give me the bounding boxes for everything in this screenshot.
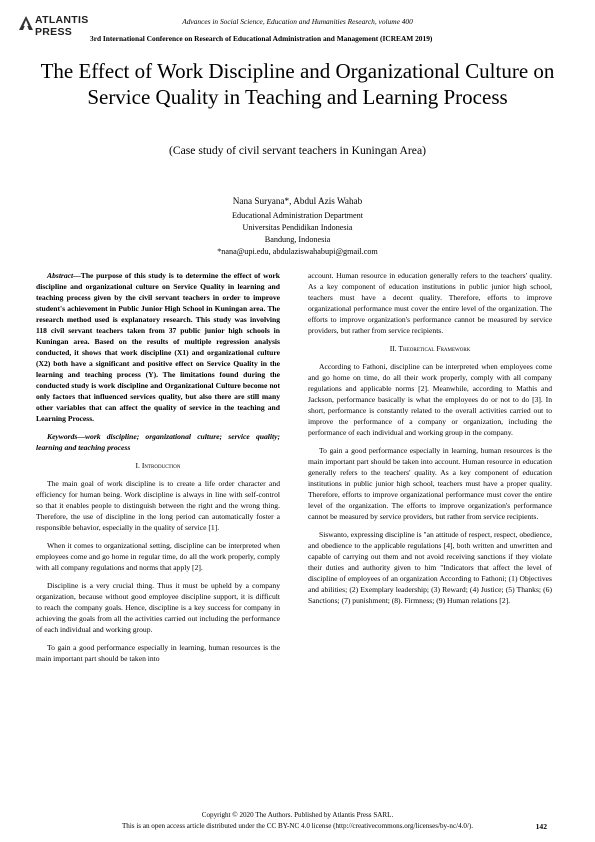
affiliation-city: Bandung, Indonesia (264, 235, 331, 244)
author-list: Nana Suryana*, Abdul Azis Wahab (232, 196, 363, 206)
paper-title: The Effect of Work Discipline and Organizational Culture on Service Quality in Teaching and Learning Process (40, 59, 555, 109)
body-paragraph: Discipline is a very crucial thing. Thus it must be upheld by a company organization, because without good employee discipline support, it is difficult to reach the company goals. Hence, discipline is a key success for company in achieving the goals from all the activities carried out including the performance of each individual and working group. (36, 581, 280, 634)
body-paragraph: Siswanto, expressing discipline is "an attitude of respect, respect, obedience, and obedience to the applicable regulations [4], both written and unwritten and capable of carrying out them and not avoid receiving sanctions if they violate their duties and authority given to him "Indicators that affect the level of discipline of employees of an organization According to Fathoni; (1) Objectives and abilities; (2) Exemplary leadership; (3) Reward; (4) Justice; (5) Thanks; (6) Sanctions; (7) punishment; (8). Firmness; (9) Human relations [2]. (308, 530, 552, 605)
body-paragraph: To gain a good performance especially in learning, human resources is the main important part should be taken into (36, 643, 280, 663)
body-paragraph: When it comes to organizational setting, discipline can be interpreted when employees come and go home in regular time, do all the work properly, comply with all company regulations and norms that apply [2]. (36, 541, 280, 572)
logo-line-2: PRESS (35, 26, 73, 38)
right-column (308, 270, 552, 613)
footer-copyright: Copyright © 2020 The Authors. Published by Atlantis Press SARL. (201, 811, 394, 819)
section-heading-introduction: I. Introduction (135, 461, 181, 470)
body-paragraph: According to Fathoni, discipline can be interpreted when employees come and go home on time, do all their work properly, comply with all company regulations and applicable norms [2]. Meanwhile, according to Mathis and Jackson, performance basically is what the employees do or not to do [3]. In short, performance is constantly related to the overall activities carried out to improve the performance of a company or organization, including the performance of each individual and working group in the company. (308, 362, 552, 437)
body-paragraph: The main goal of work discipline is to create a life order character and efficiency for human being. Work discipline is always in line with self-control so that it enables people to distinguish between the right and the wrong thing. Therefore, the use of discipline in the long period can automatically foster a responsible behavior, especially in the quality of service [1]. (36, 479, 280, 532)
paper-subtitle: (Case study of civil servant teachers in Kuningan Area) (169, 144, 426, 157)
abstract-lead: Abstract (47, 271, 74, 280)
logo-line-1: ATLANTIS (35, 14, 89, 26)
affiliation-block (30, 210, 565, 258)
page-number: 142 (535, 822, 547, 831)
keywords: Keywords—work discipline; organizational culture; service quality; learning and teaching process (36, 432, 280, 452)
author-emails: *nana@upi.edu, abdulaziswahabupi@gmail.com (217, 247, 378, 256)
section-heading-theoretical-framework: II. Theoretical Framework (389, 344, 471, 353)
abstract-text: —The purpose of this study is to determine the effect of work discipline and organizational culture on Service Quality in learning and teaching process given by the civil servant teachers in order to improve student's achievement in Public Junior High School in Kuningan area. The research method used is explanatory research. This study was involving 118 civil servant teachers taken from 37 public junior high schools in Kuningan area. Based on the results of multiple regression analysis conducted, it shows that work discipline (X1) and organizational culture (X2) both have a significant and positive effect on Service Quality in the learning and teaching process (Y). The limitations found during the conducted study is work discipline and Organizational Culture become not only factors that influenced services quality, but also there are still many other variables that can affect the quality of service in the teaching and Learning Process. (36, 271, 280, 423)
footer-license: This is an open access article distributed under the CC BY-NC 4.0 license (http://creativecommons.org/licenses/by-nc/4.0/). (121, 822, 474, 830)
journal-header: Advances in Social Science, Education and Humanities Research, volume 400 (182, 17, 413, 26)
left-column (36, 270, 280, 671)
conference-header: 3rd International Conference on Research of Educational Administration and Management (ICREAM 2019) (90, 34, 433, 43)
affiliation-department: Educational Administration Department (232, 211, 363, 220)
body-paragraph: To gain a good performance especially in learning, human resources is the main important part should be taken into account. Human resource in education generally refers to the teachers' quality. As a key component of education institutions in public junior high school, teachers must have a proper quality. Therefore, efforts to improve organizational performance must cover the entire level of the organization. The efforts to improve organization's performance cannot be measured by service providers, but rather from service recipients. (308, 446, 552, 521)
affiliation-university: Universitas Pendidikan Indonesia (242, 223, 353, 232)
abstract (36, 270, 280, 424)
body-paragraph-continued: account. Human resource in education generally refers to the teachers' quality. As a key component of education institutions in public junior high school, teachers must have a decent quality. Therefore, efforts to improve organizational performance must cover the entire level of the organization. The efforts to improve organization's performance cannot be measured by service providers, but rather from service recipients. (308, 271, 552, 335)
